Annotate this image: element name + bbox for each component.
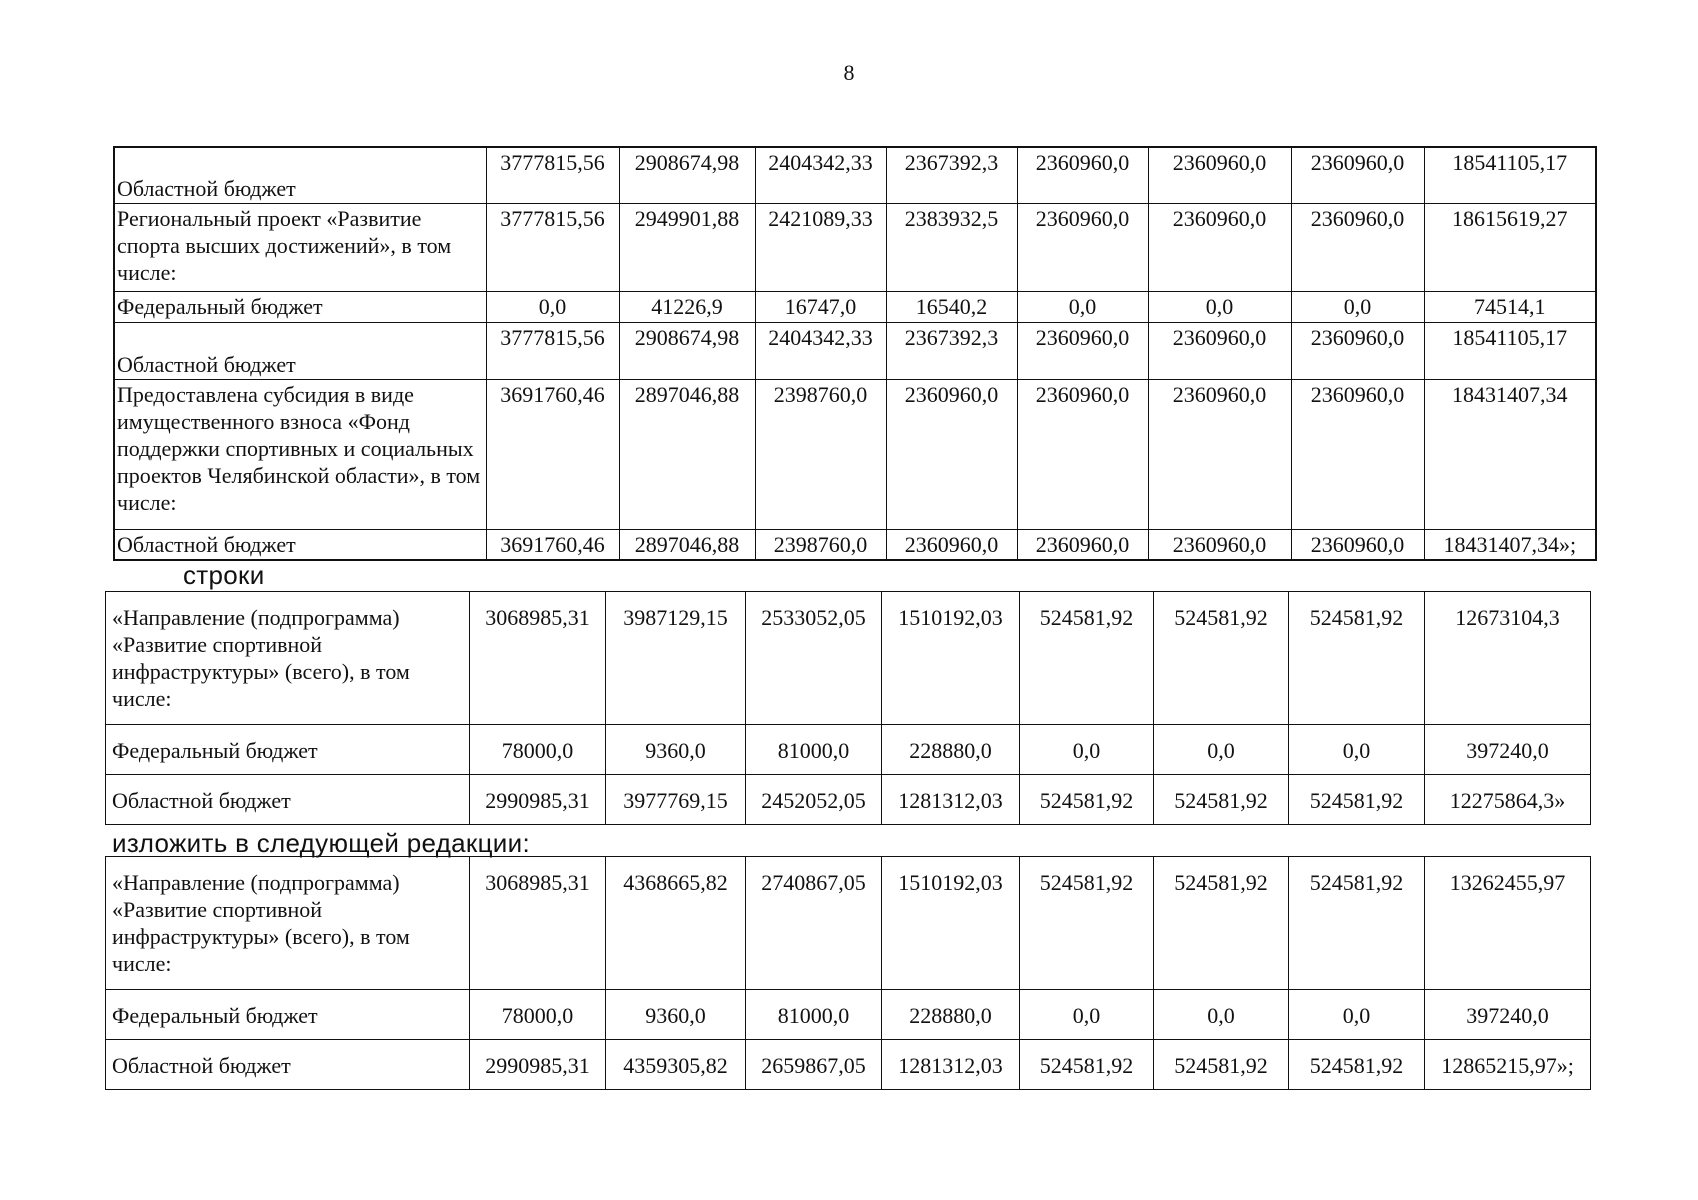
value-cell: 524581,92 (1289, 775, 1425, 825)
value-cell: 3777815,56 (486, 203, 619, 291)
budget-table-old (105, 591, 1591, 825)
table-row (114, 529, 1596, 560)
value-cell: 9360,0 (606, 725, 746, 775)
value-cell: 0,0 (1289, 990, 1425, 1040)
value-cell: 2360960,0 (886, 529, 1017, 560)
budget-table-new (105, 856, 1591, 1090)
row-label: Областной бюджет (106, 775, 470, 825)
value-cell: 2398760,0 (755, 529, 886, 560)
value-cell: 2360960,0 (1148, 322, 1291, 379)
row-label: Федеральный бюджет (106, 725, 470, 775)
row-label: Федеральный бюджет (106, 990, 470, 1040)
table-row (114, 291, 1596, 322)
row-label: «Направление (подпрограмма) «Развитие спортивной инфраструктуры» (всего), в том числе: (106, 592, 470, 725)
total-cell: 12673104,3 (1425, 592, 1591, 725)
value-cell: 228880,0 (882, 990, 1020, 1040)
value-cell: 524581,92 (1154, 1040, 1289, 1090)
value-cell: 4359305,82 (606, 1040, 746, 1090)
value-cell: 524581,92 (1289, 592, 1425, 725)
total-cell: 12275864,3» (1425, 775, 1591, 825)
budget-table-current (113, 146, 1597, 561)
total-cell: 18541105,17 (1424, 322, 1596, 379)
value-cell: 1281312,03 (882, 1040, 1020, 1090)
value-cell: 2740867,05 (746, 857, 882, 990)
table-row (106, 725, 1591, 775)
value-cell: 2360960,0 (1148, 147, 1291, 203)
value-cell: 0,0 (1020, 990, 1154, 1040)
row-label: «Направление (подпрограмма) «Развитие спортивной инфраструктуры» (всего), в том числе: (106, 857, 470, 990)
value-cell: 2908674,98 (619, 147, 755, 203)
value-cell: 524581,92 (1020, 1040, 1154, 1090)
row-label: Региональный проект «Развитие спорта высших достижений», в том числе: (114, 203, 486, 291)
value-cell: 81000,0 (746, 725, 882, 775)
value-cell: 0,0 (1291, 291, 1424, 322)
value-cell: 524581,92 (1289, 1040, 1425, 1090)
value-cell: 2360960,0 (1291, 203, 1424, 291)
value-cell: 228880,0 (882, 725, 1020, 775)
value-cell: 2990985,31 (470, 775, 606, 825)
table-row (106, 990, 1591, 1040)
table-row (114, 322, 1596, 379)
value-cell: 524581,92 (1020, 592, 1154, 725)
value-cell: 2404342,33 (755, 147, 886, 203)
value-cell: 524581,92 (1289, 857, 1425, 990)
value-cell: 41226,9 (619, 291, 755, 322)
value-cell: 524581,92 (1154, 592, 1289, 725)
table-row (106, 1040, 1591, 1090)
row-label: Областной бюджет (114, 529, 486, 560)
value-cell: 2360960,0 (886, 379, 1017, 529)
caption-lines: строки (183, 560, 265, 590)
table-row (106, 592, 1591, 725)
value-cell: 1510192,03 (882, 592, 1020, 725)
row-label: Федеральный бюджет (114, 291, 486, 322)
value-cell: 2383932,5 (886, 203, 1017, 291)
value-cell: 0,0 (1289, 725, 1425, 775)
value-cell: 0,0 (1154, 990, 1289, 1040)
value-cell: 2897046,88 (619, 379, 755, 529)
value-cell: 78000,0 (470, 990, 606, 1040)
value-cell: 524581,92 (1154, 857, 1289, 990)
value-cell: 2360960,0 (1148, 529, 1291, 560)
value-cell: 3691760,46 (486, 529, 619, 560)
value-cell: 2990985,31 (470, 1040, 606, 1090)
total-cell: 397240,0 (1425, 990, 1591, 1040)
row-label: Областной бюджет (114, 147, 486, 203)
row-label: Областной бюджет (114, 322, 486, 379)
value-cell: 1281312,03 (882, 775, 1020, 825)
value-cell: 2360960,0 (1017, 203, 1148, 291)
value-cell: 2398760,0 (755, 379, 886, 529)
total-cell: 18431407,34 (1424, 379, 1596, 529)
value-cell: 524581,92 (1154, 775, 1289, 825)
total-cell: 12865215,97»; (1425, 1040, 1591, 1090)
value-cell: 0,0 (1020, 725, 1154, 775)
value-cell: 2360960,0 (1017, 147, 1148, 203)
row-label: Предоставлена субсидия в виде имущественного взноса «Фонд поддержки спортивных и социальных проектов Челябинской области», в том числе: (114, 379, 486, 529)
total-cell: 13262455,97 (1425, 857, 1591, 990)
value-cell: 2404342,33 (755, 322, 886, 379)
value-cell: 2360960,0 (1017, 379, 1148, 529)
table-row (114, 203, 1596, 291)
value-cell: 78000,0 (470, 725, 606, 775)
value-cell: 16747,0 (755, 291, 886, 322)
value-cell: 2949901,88 (619, 203, 755, 291)
total-cell: 18615619,27 (1424, 203, 1596, 291)
value-cell: 2360960,0 (1017, 322, 1148, 379)
value-cell: 0,0 (486, 291, 619, 322)
value-cell: 2360960,0 (1291, 322, 1424, 379)
value-cell: 2452052,05 (746, 775, 882, 825)
table-row (114, 379, 1596, 529)
value-cell: 2421089,33 (755, 203, 886, 291)
value-cell: 3068985,31 (470, 592, 606, 725)
value-cell: 2367392,3 (886, 322, 1017, 379)
table-row (106, 857, 1591, 990)
value-cell: 16540,2 (886, 291, 1017, 322)
value-cell: 3777815,56 (486, 322, 619, 379)
value-cell: 3977769,15 (606, 775, 746, 825)
value-cell: 81000,0 (746, 990, 882, 1040)
value-cell: 1510192,03 (882, 857, 1020, 990)
value-cell: 9360,0 (606, 990, 746, 1040)
value-cell: 0,0 (1148, 291, 1291, 322)
value-cell: 2367392,3 (886, 147, 1017, 203)
total-cell: 18541105,17 (1424, 147, 1596, 203)
value-cell: 0,0 (1154, 725, 1289, 775)
value-cell: 4368665,82 (606, 857, 746, 990)
value-cell: 524581,92 (1020, 857, 1154, 990)
value-cell: 2897046,88 (619, 529, 755, 560)
value-cell: 524581,92 (1020, 775, 1154, 825)
caption-new-edition: изложить в следующей редакции: (112, 828, 530, 858)
value-cell: 2360960,0 (1291, 147, 1424, 203)
value-cell: 3068985,31 (470, 857, 606, 990)
value-cell: 2360960,0 (1291, 379, 1424, 529)
value-cell: 2360960,0 (1148, 379, 1291, 529)
page-number: 8 (843, 60, 855, 85)
value-cell: 2360960,0 (1148, 203, 1291, 291)
row-label: Областной бюджет (106, 1040, 470, 1090)
value-cell: 2360960,0 (1291, 529, 1424, 560)
total-cell: 74514,1 (1424, 291, 1596, 322)
value-cell: 3777815,56 (486, 147, 619, 203)
table-row (106, 775, 1591, 825)
value-cell: 2533052,05 (746, 592, 882, 725)
value-cell: 3987129,15 (606, 592, 746, 725)
value-cell: 0,0 (1017, 291, 1148, 322)
value-cell: 3691760,46 (486, 379, 619, 529)
total-cell: 397240,0 (1425, 725, 1591, 775)
value-cell: 2908674,98 (619, 322, 755, 379)
table-row (114, 147, 1596, 203)
value-cell: 2659867,05 (746, 1040, 882, 1090)
total-cell: 18431407,34»; (1424, 529, 1596, 560)
value-cell: 2360960,0 (1017, 529, 1148, 560)
